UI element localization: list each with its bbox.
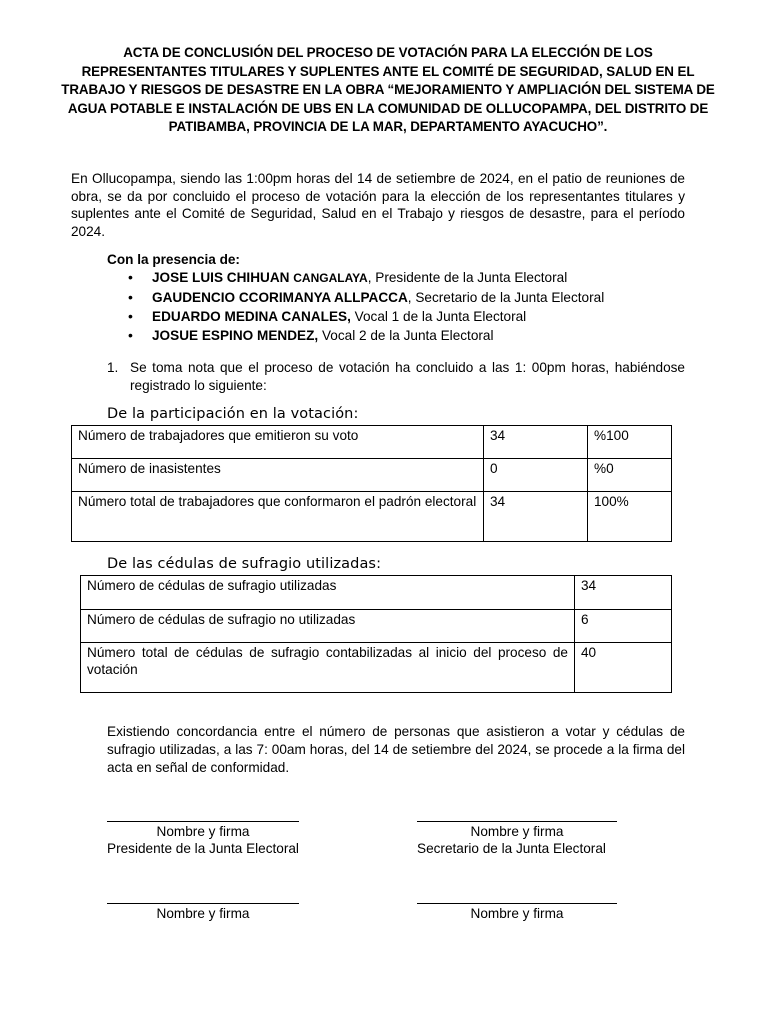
list-item xyxy=(128,268,604,288)
ballots-heading: De las cédulas de sufragio utilizadas: xyxy=(107,556,382,572)
signature-line xyxy=(417,821,617,822)
table-cell-percent: %100 xyxy=(588,426,672,459)
table-cell-label: Número de cédulas de sufragio no utilizadas xyxy=(81,610,575,643)
closing-paragraph: Existiendo concordancia entre el número de personas que asistieron a votar y cédulas de sufragio utilizadas, a las 7: 00am horas, del 14 de setiembre del 2024, se procede a la firma del acta en señal de conformidad. xyxy=(107,724,685,775)
table-cell-label: Número de trabajadores que emitieron su voto xyxy=(72,426,484,459)
table-row xyxy=(72,459,672,492)
member-role: , Presidente de la Junta Electoral xyxy=(367,270,568,285)
table-cell-label: Número de inasistentes xyxy=(72,459,484,492)
table-row xyxy=(81,576,672,610)
numbered-point xyxy=(107,359,685,394)
signature-line xyxy=(417,903,617,904)
intro-paragraph: En Ollucopampa, siendo las 1:00pm horas del 14 de setiembre de 2024, en el patio de reuniones de obra, se da por concluido el proceso de votación para la elección de los representantes titulares y suplentes ante el Comité de Seguridad, Salud en el Trabajo y riesgos de desastre, para el período 2024. xyxy=(71,171,685,239)
table-cell-count: 0 xyxy=(484,459,588,492)
table-cell-count: 34 xyxy=(484,492,588,542)
table-cell-label: Número de cédulas de sufragio utilizadas xyxy=(81,576,575,610)
bullet-icon: • xyxy=(128,308,133,324)
bullet-icon: • xyxy=(128,289,133,305)
bullet-icon: • xyxy=(128,327,133,343)
signature-caption: Nombre y firma xyxy=(156,824,250,839)
point-number: 1. xyxy=(107,360,119,375)
list-item xyxy=(128,288,604,307)
signature-caption: Nombre y firma xyxy=(156,906,250,921)
bullet-icon: • xyxy=(128,269,133,285)
member-role: Vocal 2 de la Junta Electoral xyxy=(318,328,494,343)
document-title: ACTA DE CONCLUSIÓN DEL PROCESO DE VOTACIÓN PARA LA ELECCIÓN DE LOS REPRESENTANTES TITULARES Y SUPLENTES ANTE EL COMITÉ DE SEGURIDAD, SALUD EN EL TRABAJO Y RIESGOS DE DESASTRE EN LA OBRA “MEJORAMIENTO Y AMPLIACIÓN DEL SISTEMA DE AGUA POTABLE E INSTALACIÓN DE UBS EN LA COMUNIDAD DE OLLUCOPAMPA, DEL DISTRITO DE PATIBAMBA, PROVINCIA DE LA MAR, DEPARTAMENTO AYACUCHO”. xyxy=(61,45,715,134)
signature-line xyxy=(107,821,299,822)
participation-heading: De la participación en la votación: xyxy=(107,406,359,422)
member-name: JOSUE ESPINO MENDEZ, xyxy=(152,328,319,343)
participation-table xyxy=(71,425,672,542)
member-name: JOSE LUIS CHIHUAN xyxy=(152,270,290,285)
list-item xyxy=(128,326,604,345)
member-name-extra: CANGALAYA xyxy=(293,271,368,285)
table-cell-label: Número total de trabajadores que conformaron el padrón electoral xyxy=(72,492,484,542)
table-cell-label: Número total de cédulas de sufragio contabilizadas al inicio del proceso de votación xyxy=(81,643,575,693)
table-cell-count: 40 xyxy=(575,643,672,693)
member-name: GAUDENCIO CCORIMANYA ALLPACCA xyxy=(152,290,408,305)
signature-caption: Nombre y firma xyxy=(470,906,564,921)
presence-heading: Con la presencia de: xyxy=(107,252,240,267)
signature-block-vocal-1 xyxy=(107,903,299,922)
table-cell-count: 34 xyxy=(484,426,588,459)
member-name: EDUARDO MEDINA CANALES, xyxy=(152,309,351,324)
table-cell-count: 6 xyxy=(575,610,672,643)
signature-role: Presidente de la Junta Electoral xyxy=(107,841,299,856)
member-role: Vocal 1 de la Junta Electoral xyxy=(350,309,527,324)
table-cell-percent: 100% xyxy=(588,492,672,542)
table-cell-count: 34 xyxy=(575,576,672,610)
signature-line xyxy=(107,903,299,904)
member-role: , Secretario de la Junta Electoral xyxy=(407,290,605,305)
table-row xyxy=(81,610,672,643)
point-text: Se toma nota que el proceso de votación ha concluido a las 1: 00pm horas, habiéndose registrado lo siguiente: xyxy=(130,360,685,393)
table-row xyxy=(81,643,672,693)
signature-role: Secretario de la Junta Electoral xyxy=(417,841,606,856)
members-list xyxy=(128,268,604,345)
table-cell-percent: %0 xyxy=(588,459,672,492)
table-row xyxy=(72,492,672,542)
signature-caption: Nombre y firma xyxy=(470,824,564,839)
signature-block-secretary xyxy=(417,821,617,857)
ballots-table xyxy=(80,575,672,693)
table-row xyxy=(72,426,672,459)
list-item xyxy=(128,307,604,326)
signature-block-president xyxy=(107,821,299,857)
signature-block-vocal-2 xyxy=(417,903,617,922)
